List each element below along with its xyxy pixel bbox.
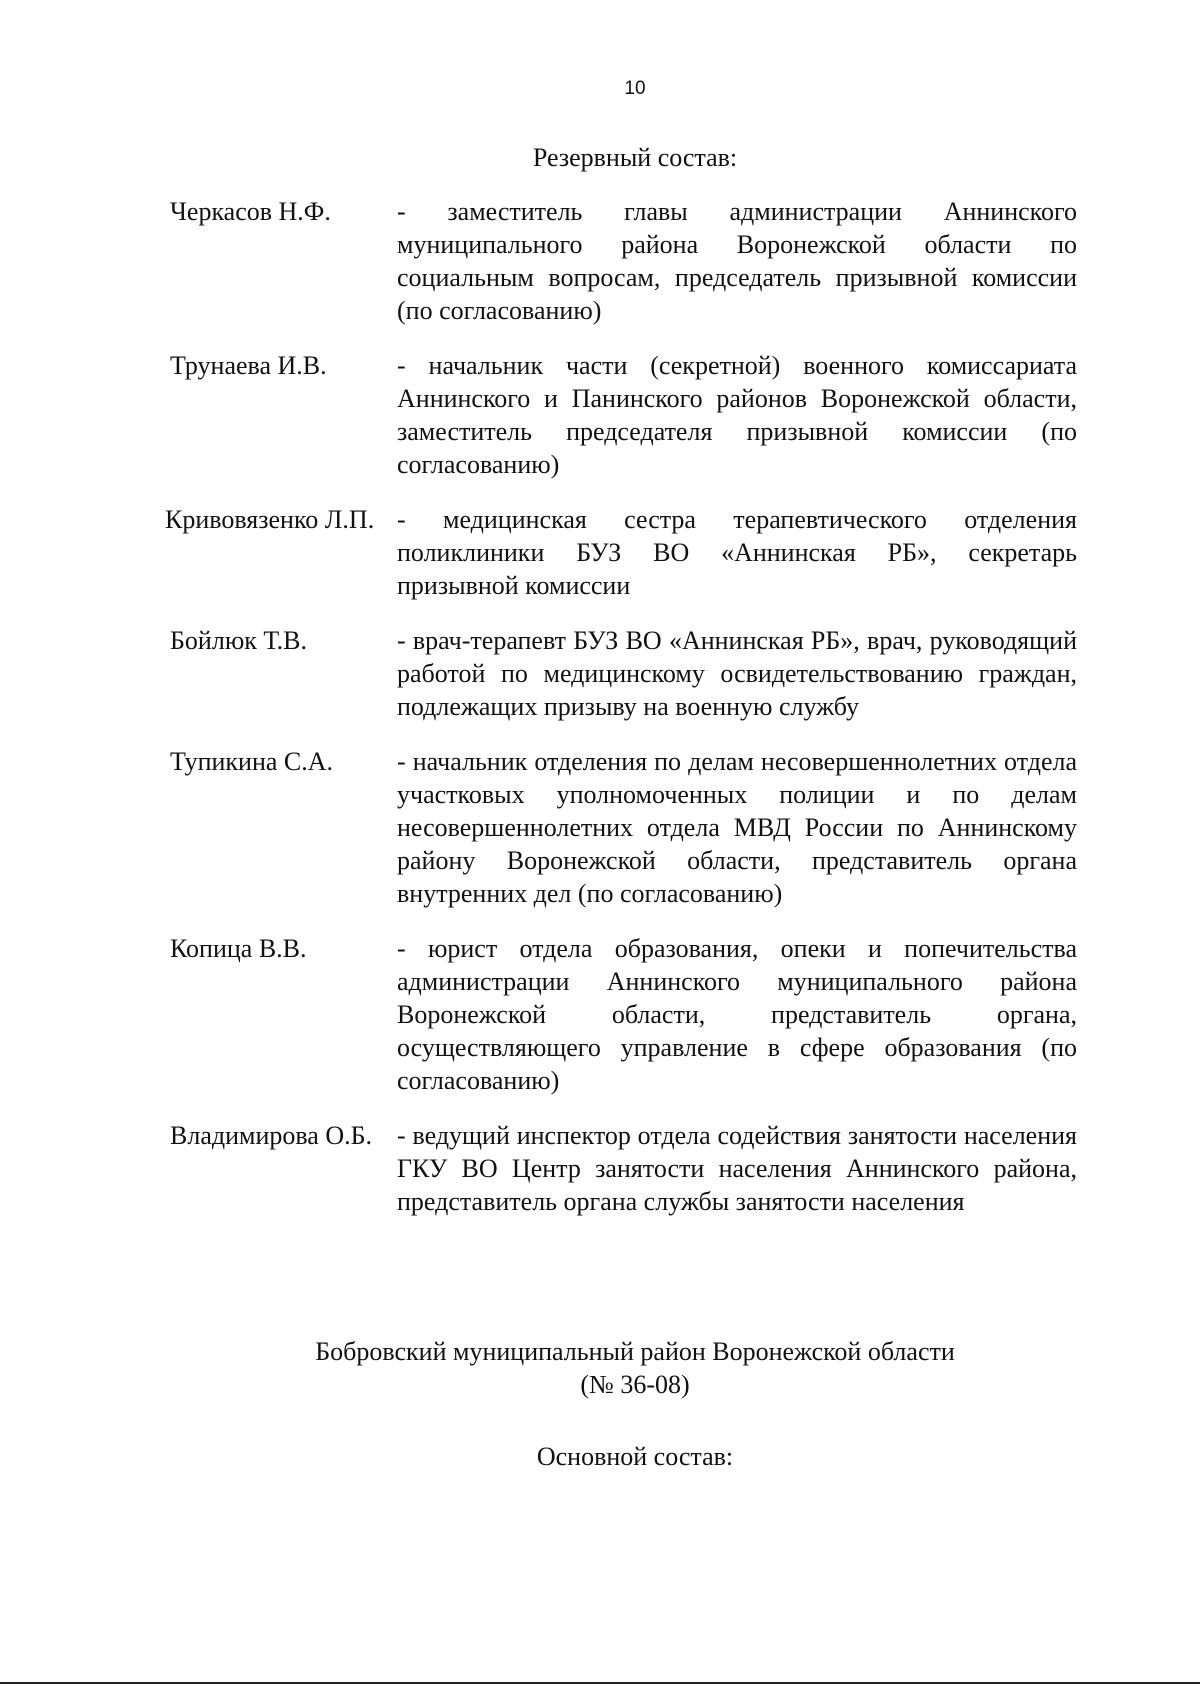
district-code: (№ 36-08) <box>580 1370 690 1399</box>
member-role: - начальник части (секретной) военного комиссариата Аннинского и Панинского районов Воронежской области, заместитель председателя призывной комиссии (по согласованию) <box>397 351 1077 479</box>
member-name: Тупикина С.А. <box>170 747 334 776</box>
member-name: Копица В.В. <box>170 934 307 963</box>
member-role: - начальник отделения по делам несовершеннолетних отдела участковых уполномоченных полиции и по делам несовершеннолетних отдела МВД России по Аннинскому району Воронежской области, представитель органа внутренних дел (по согласованию) <box>397 747 1077 908</box>
reserve-members-list <box>165 195 1077 1240</box>
member-entry <box>165 1119 1077 1218</box>
member-name: Кривовязенко Л.П. <box>165 505 375 534</box>
member-entry <box>165 195 1077 327</box>
member-role: - медицинская сестра терапевтического отделения поликлиники БУЗ ВО «Аннинская РБ», секретарь призывной комиссии <box>397 505 1077 600</box>
member-role: - ведущий инспектор отдела содействия занятости населения ГКУ ВО Центр занятости населения Аннинского района, представитель органа службы занятости населения <box>397 1121 1077 1216</box>
member-role: - юрист отдела образования, опеки и попечительства администрации Аннинского муниципального района Воронежской области, представитель органа, осуществляющего управление в сфере образования (по согласованию) <box>397 934 1077 1095</box>
district-heading <box>0 1335 1200 1401</box>
reserve-composition-heading: Резервный состав: <box>532 143 738 172</box>
member-name: Владимирова О.Б. <box>170 1121 373 1150</box>
member-entry <box>165 932 1077 1097</box>
district-title: Бобровский муниципальный район Воронежской области <box>315 1337 955 1366</box>
member-name: Трунаева И.В. <box>170 351 327 380</box>
main-composition-heading: Основной состав: <box>536 1442 734 1471</box>
member-entry <box>165 349 1077 481</box>
member-entry <box>165 745 1077 910</box>
member-entry <box>165 624 1077 723</box>
member-role: - заместитель главы администрации Аннинского муниципального района Воронежской области по социальным вопросам, председатель призывной комиссии (по согласованию) <box>397 197 1077 325</box>
page-bottom-rule <box>0 1682 1200 1684</box>
member-role: - врач-терапевт БУЗ ВО «Аннинская РБ», врач, руководящий работой по медицинскому освидетельствованию граждан, подлежащих призыву на военную службу <box>397 626 1077 721</box>
page-number: 10 <box>624 78 646 99</box>
member-name: Бойлюк Т.В. <box>170 626 307 655</box>
member-name: Черкасов Н.Ф. <box>170 197 331 226</box>
member-entry <box>165 503 1077 602</box>
